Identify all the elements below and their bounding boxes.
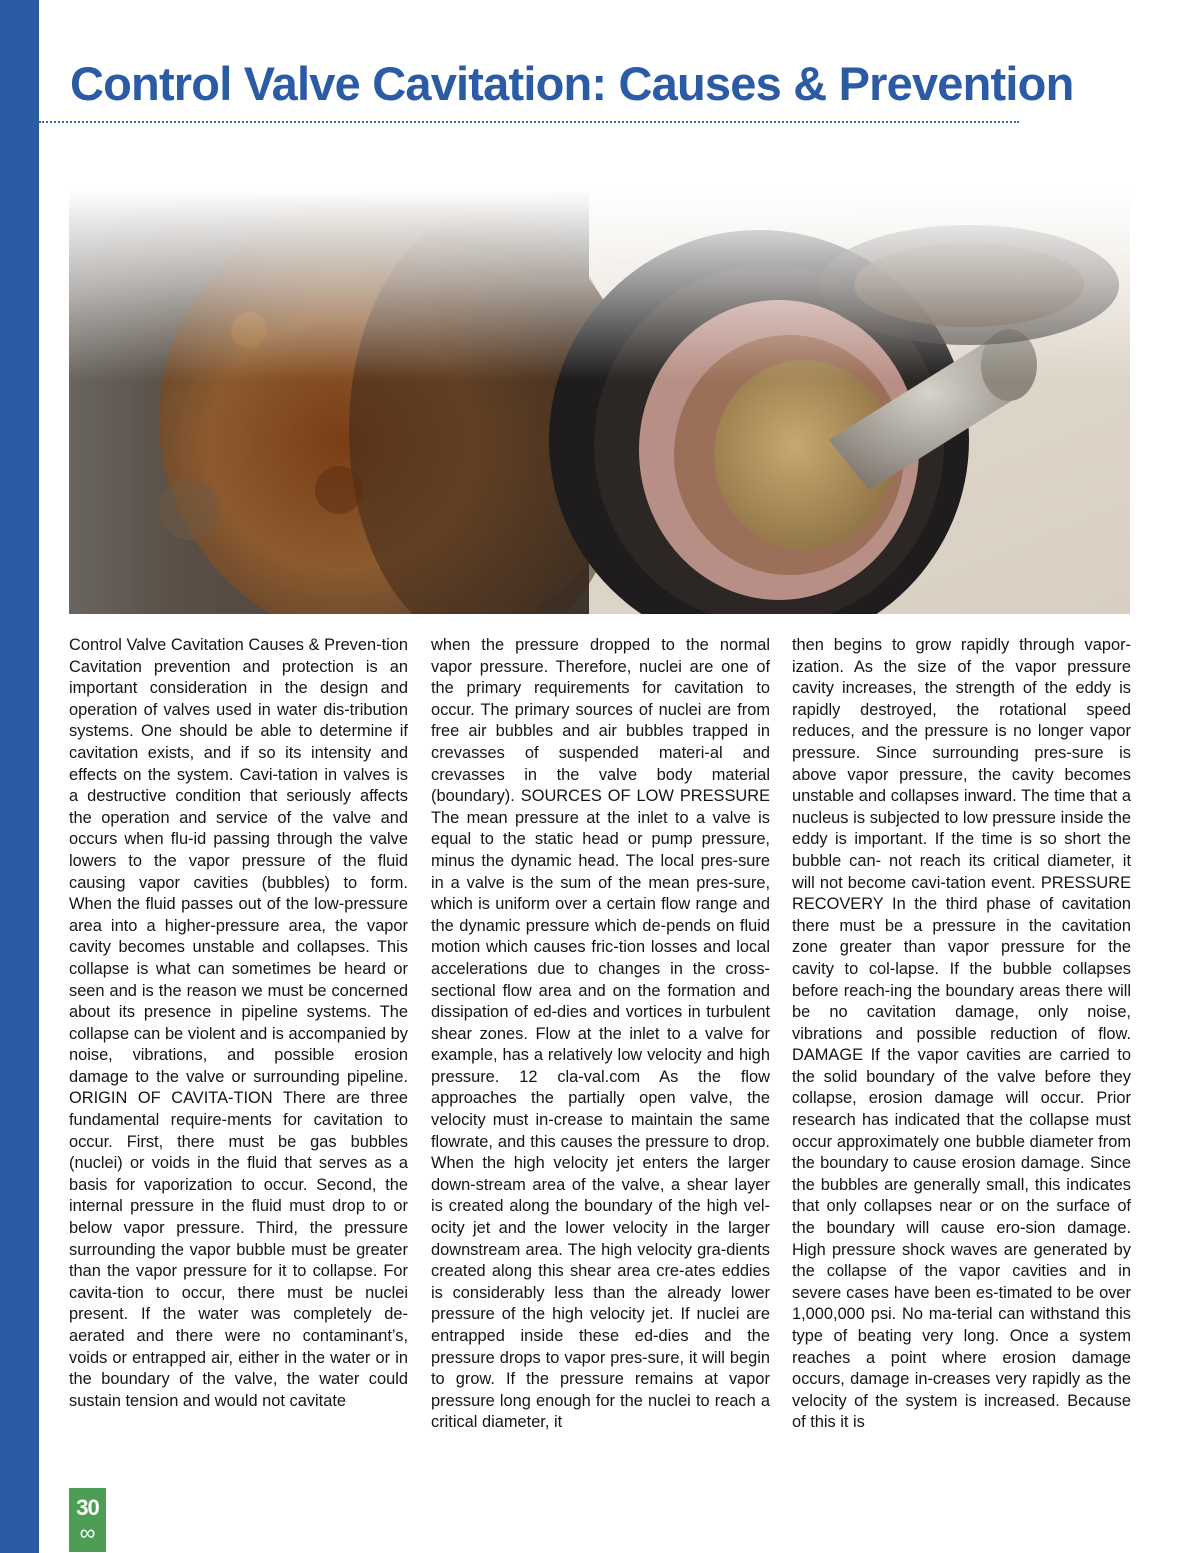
- page-number-badge: [69, 1488, 106, 1552]
- infinity-icon: ∞: [79, 1520, 96, 1545]
- article-photo: [69, 190, 1130, 614]
- article-column-1: Control Valve Cavitation Causes & Preven-tion Cavitation prevention and protection is an important consideration in the design and operation of valves used in water dis-tribution systems. One should be able to determine if cavitation exists, and if so its intensity and effects on the system. Cavi-tation in valves is a destructive condition that seriously affects the operation and service of the valve and occurs when flu-id passing through the valve lowers to the vapor pressure of the fluid causing vapor cavities (bubbles) to form. When the fluid passes out of the low-pressure area into a higher-pressure area, the vapor cavity becomes unstable and collapses. This collapse is what can sometimes be heard or seen and is the reason we must be concerned about its presence in pipeline systems. The collapse can be violent and is accompanied by noise, vibrations, and possible erosion damage to the valve or surrounding pipeline. ORIGIN OF CAVITA-TION There are three fundamental require-ments for cavitation to occur. First, there must be gas bubbles (nuclei) or voids in the fluid that serves as a basis for vaporization to occur. Second, the internal pressure in the fluid must drop to or below vapor pressure. Third, the pressure surrounding the vapor bubble must be greater than the vapor pressure for it to collapse. For cavita-tion to occur, there must be nuclei present. If the water was completely de-aerated and there were no contaminant’s, voids or entrapped air, either in the water or in the boundary of the valve, the water could sustain tension and would not cavitate: [69, 636, 408, 1410]
- page-title: Control Valve Cavitation: Causes & Prevention: [70, 57, 1074, 110]
- page-number: 30: [76, 1495, 99, 1520]
- article-column-3: then begins to grow rapidly through vapor-ization. As the size of the vapor pressure cavity increases, the strength of the eddy is rapidly destroyed, the rotational speed reduces, and the pressure is no longer vapor pressure. Since surrounding pres-sure is above vapor pressure, the cavity becomes unstable and collapses inward. The time that a nucleus is subjected to low pressure inside the eddy is important. If the time is so short the bubble can- not reach its critical diameter, it will not become cavi-tation event. PRESSURE RECOVERY In the third phase of cavitation there must be a pressure in the cavitation zone greater than vapor pressure for the cavity to col-lapse. If the bubble collapses before reach-ing the boundary areas there will be no cavitation damage, only noise, vibrations and possible reduction of flow. DAMAGE If the vapor cavities are carried to the solid boundary of the valve before they collapse, erosion damage will occur. Prior research has indicated that the collapse must occur approximately one bubble diameter from the boundary to cause erosion damage. Since the bubbles are generally small, this indicates that only collapses near or on the surface of the boundary will cause ero-sion damage. High pressure shock waves are generated by the collapse of the vapor cavities and in severe cases have been es-timated to be over 1,000,000 psi. No ma-terial can withstand this type of beating very long. Once a system reaches a point where erosion damage occurs, damage in-creases very rapidly as the velocity of the system is increased. Because of this it is: [792, 636, 1131, 1432]
- rusted-valve-photo-illustration: [69, 190, 1130, 614]
- article-column-2: when the pressure dropped to the normal vapor pressure. Therefore, nuclei are one of the primary requirements for cavitation to occur. The primary sources of nuclei are from free air bubbles and air bubbles trapped in crevasses of suspended materi-al and crevasses in the valve body material (boundary). SOURCES OF LOW PRESSURE The mean pressure at the inlet to a valve is equal to the static head or pump pressure, minus the dynamic head. The local pres-sure in a valve is the sum of the mean pres-sure, which is uniform over a certain flow range and the dynamic pressure which de-pends on fluid motion which causes fric-tion losses and local accelerations due to changes in the cross-sectional flow area and on the formation and dissipation of ed-dies and vortices in turbulent shear zones. Flow at the inlet to a valve for example, has a relatively low velocity and high pressure. 12 cla-val.com As the flow approaches the partially open valve, the velocity must in-crease to maintain the same flowrate, and this causes the pressure to drop. When the high velocity jet enters the larger down-stream area of the valve, a shear layer is created along the boundary of the high vel-ocity jet and the lower velocity in the larger downstream area. The high velocity gra-dients created along this shear area cre-ates eddies is considerably less than the already lower pressure of the high velocity jet. If nuclei are entrapped inside these ed-dies and the pressure drops to vapor pres-sure, it will begin to grow. If the pressure remains at vapor pressure long enough for the nuclei to reach a critical diameter, it: [431, 636, 770, 1432]
- title-divider: [39, 121, 1019, 123]
- side-accent-bar: [0, 0, 39, 1553]
